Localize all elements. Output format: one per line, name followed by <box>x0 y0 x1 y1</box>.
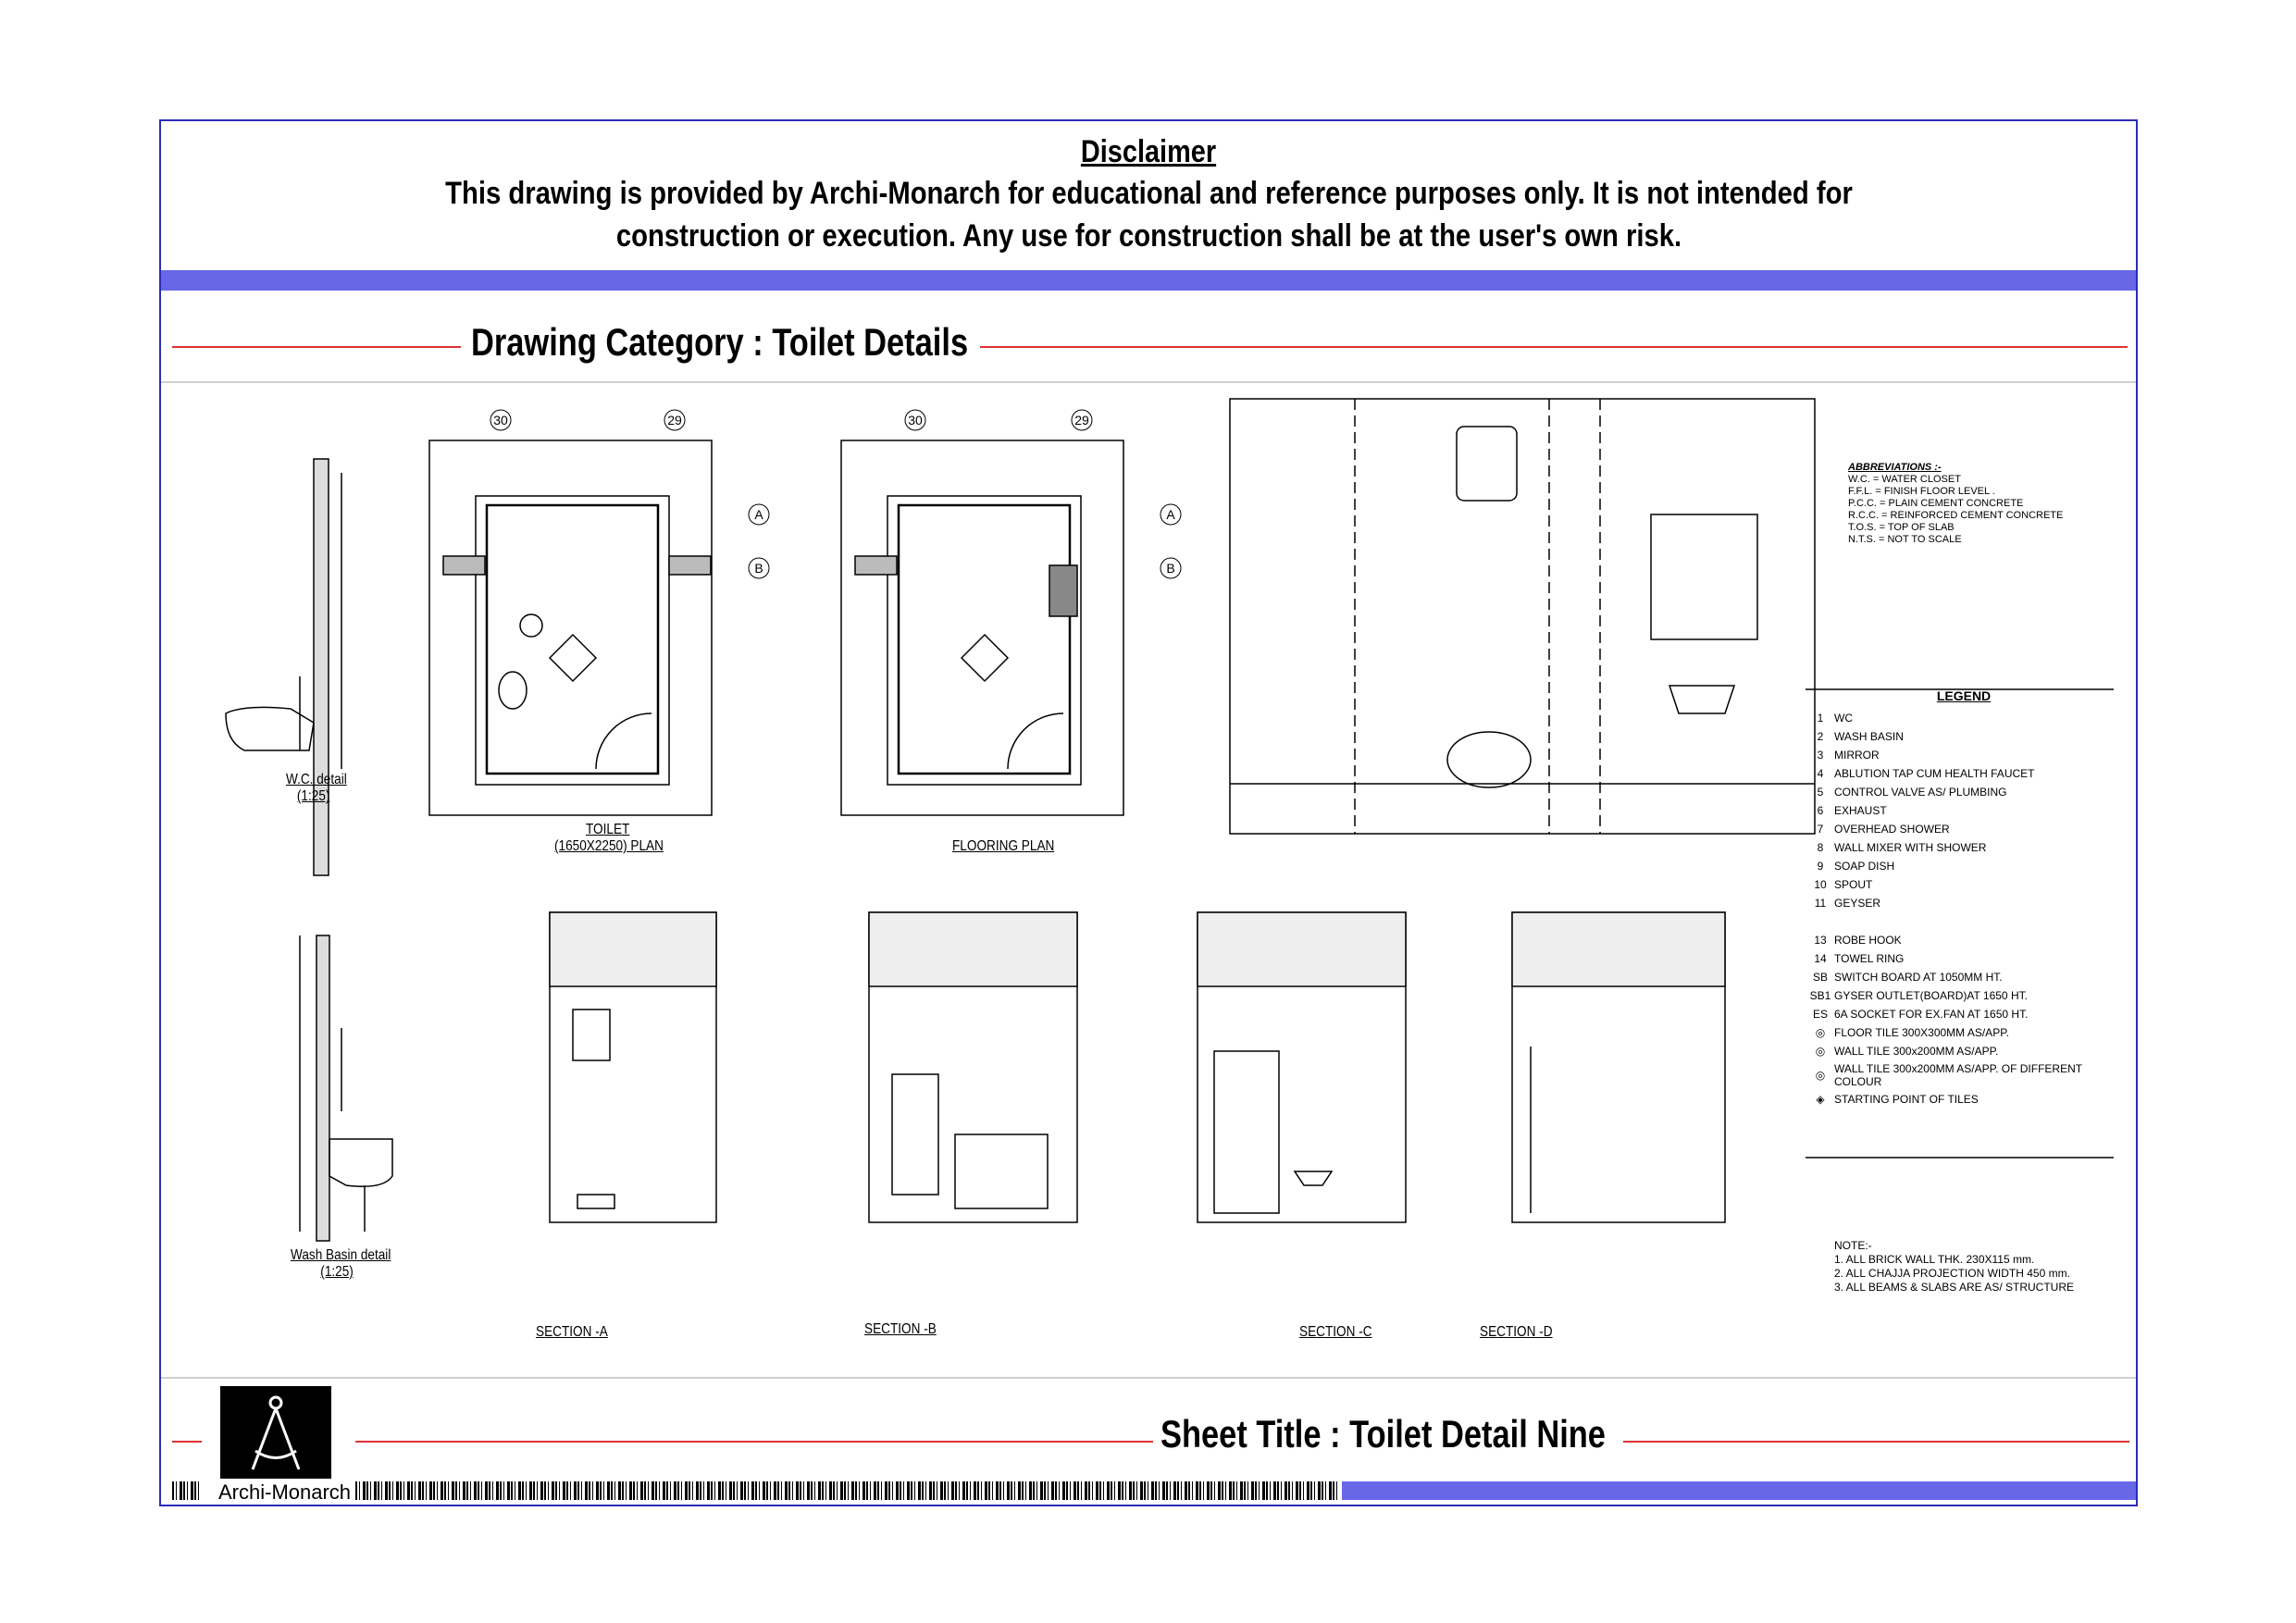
section-b-label: SECTION -B <box>864 1321 937 1337</box>
section-a-label: SECTION -A <box>536 1324 608 1340</box>
compass-icon <box>220 1386 331 1479</box>
abbr-5: T.O.S. = TOP OF SLAB <box>1848 522 1955 533</box>
legend-row: 8 WALL MIXER WITH SHOWER <box>1817 841 1987 854</box>
section-c-label: SECTION -C <box>1299 1324 1372 1340</box>
legend-row: ◈ STARTING POINT OF TILES <box>1816 1093 1979 1106</box>
footer-band <box>1342 1481 2136 1500</box>
grid-tag-a-floor: A <box>1166 507 1175 522</box>
wash-basin-detail-drawing <box>300 935 392 1241</box>
legend-row: ◎ FLOOR TILE 300X300MM AS/APP. <box>1815 1026 2009 1039</box>
sheet-title-rule-left <box>355 1441 1153 1443</box>
legend-block <box>1806 688 2121 1109</box>
legend-row: 6 EXHAUST <box>1817 804 1887 817</box>
footer-divider <box>161 1377 2136 1379</box>
legend-row: 11 GEYSER <box>1814 897 1881 910</box>
note-3: 3. ALL BEAMS & SLABS ARE AS/ STRUCTURE <box>1834 1281 2074 1294</box>
section-a-drawing <box>550 912 716 1222</box>
section-b-drawing <box>869 912 1077 1222</box>
legend-row-spacer <box>1806 912 2121 931</box>
abbr-3: P.C.C. = PLAIN CEMENT CONCRETE <box>1848 498 2024 509</box>
flooring-plan-label: FLOORING PLAN <box>952 838 1055 854</box>
abbr-2: F.F.L. = FINISH FLOOR LEVEL . <box>1848 486 1995 497</box>
drawing-category-title: Drawing Category : Toilet Details <box>471 320 969 364</box>
legend-row: 10 SPOUT <box>1814 878 1873 891</box>
legend-row: 4 ABLUTION TAP CUM HEALTH FAUCET <box>1817 767 2035 780</box>
grid-tag-b-floor: B <box>1166 561 1175 576</box>
legend-row: 13 ROBE HOOK <box>1814 934 1902 947</box>
legend-row: ◎ WALL TILE 300x200MM AS/APP. OF DIFFERENT COLOUR <box>1815 1062 2082 1088</box>
toilet-elevation-drawing <box>1230 399 1815 834</box>
legend-row: ◎ WALL TILE 300x200MM AS/APP. <box>1815 1045 1999 1058</box>
legend-title: LEGEND <box>1936 688 1992 703</box>
sheet-title: Sheet Title : Toilet Detail Nine <box>1160 1412 1606 1456</box>
note-2: 2. ALL CHAJJA PROJECTION WIDTH 450 mm. <box>1834 1267 2070 1280</box>
wash-basin-detail-label: Wash Basin detail (1:25) <box>291 1247 391 1280</box>
note-1: 1. ALL BRICK WALL THK. 230X115 mm. <box>1834 1253 2035 1266</box>
section-d-drawing <box>1512 912 1725 1222</box>
logo-text: Archi-Monarch <box>218 1481 352 1504</box>
abbr-1: W.C. = WATER CLOSET <box>1848 474 1961 485</box>
barcode-main <box>355 1481 1340 1500</box>
grid-tag-30-floor: 30 <box>908 413 923 427</box>
disclaimer-line-2: construction or execution. Any use for construction shall be at the user's own risk. <box>615 218 1682 254</box>
abbr-6: N.T.S. = NOT TO SCALE <box>1848 534 1962 545</box>
legend-row: ES 6A SOCKET FOR EX.FAN AT 1650 HT. <box>1812 1008 2029 1021</box>
toilet-plan-label: TOILET (1650X2250) PLAN <box>554 822 664 854</box>
grid-tag-a-plan: A <box>754 507 763 522</box>
grid-tag-30-plan: 30 <box>493 413 508 427</box>
disclaimer-title: Disclaimer <box>1080 134 1217 169</box>
section-d-label: SECTION -D <box>1480 1324 1553 1340</box>
grid-tag-b-plan: B <box>754 561 763 576</box>
abbreviations-block <box>1848 462 2063 546</box>
legend-row: SB1 GYSER OUTLET(BOARD)AT 1650 HT. <box>1809 989 2028 1002</box>
archi-monarch-logo <box>220 1386 331 1479</box>
section-c-drawing <box>1198 912 1406 1222</box>
grid-tag-29-floor: 29 <box>1074 413 1089 427</box>
notes-block <box>1834 1239 2074 1295</box>
abbr-4: R.C.C. = REINFORCED CEMENT CONCRETE <box>1848 510 2064 521</box>
footer-rule-left <box>172 1441 202 1443</box>
disclaimer-line-1: This drawing is provided by Archi-Monarch for educational and reference purposes only. It is not intended for <box>445 176 1853 211</box>
legend-row: 3 MIRROR <box>1817 749 1880 762</box>
toilet-plan-drawing <box>429 440 712 815</box>
abbreviations-title: ABBREVIATIONS :- <box>1848 462 1942 473</box>
legend-row: 2 WASH BASIN <box>1817 730 1904 743</box>
sheet-title-rule-right <box>1623 1441 2129 1443</box>
barcode-left <box>172 1481 202 1500</box>
flooring-plan-drawing <box>841 440 1123 815</box>
wc-detail-label: W.C. detail (1:25) <box>286 772 347 804</box>
legend-row: SB SWITCH BOARD AT 1050MM HT. <box>1812 971 2003 984</box>
legend-row: 5 CONTROL VALVE AS/ PLUMBING <box>1817 786 2007 799</box>
legend-row: 1 WC <box>1817 712 1853 725</box>
legend-row: 9 SOAP DISH <box>1817 860 1895 873</box>
legend-row: 14 TOWEL RING <box>1814 952 1905 965</box>
grid-tag-29-plan: 29 <box>667 413 682 427</box>
legend-row: 7 OVERHEAD SHOWER <box>1817 823 1950 836</box>
drawing-sheet-frame <box>159 119 2138 1506</box>
wc-detail-drawing <box>226 459 341 875</box>
notes-title: NOTE:- <box>1834 1239 1872 1252</box>
